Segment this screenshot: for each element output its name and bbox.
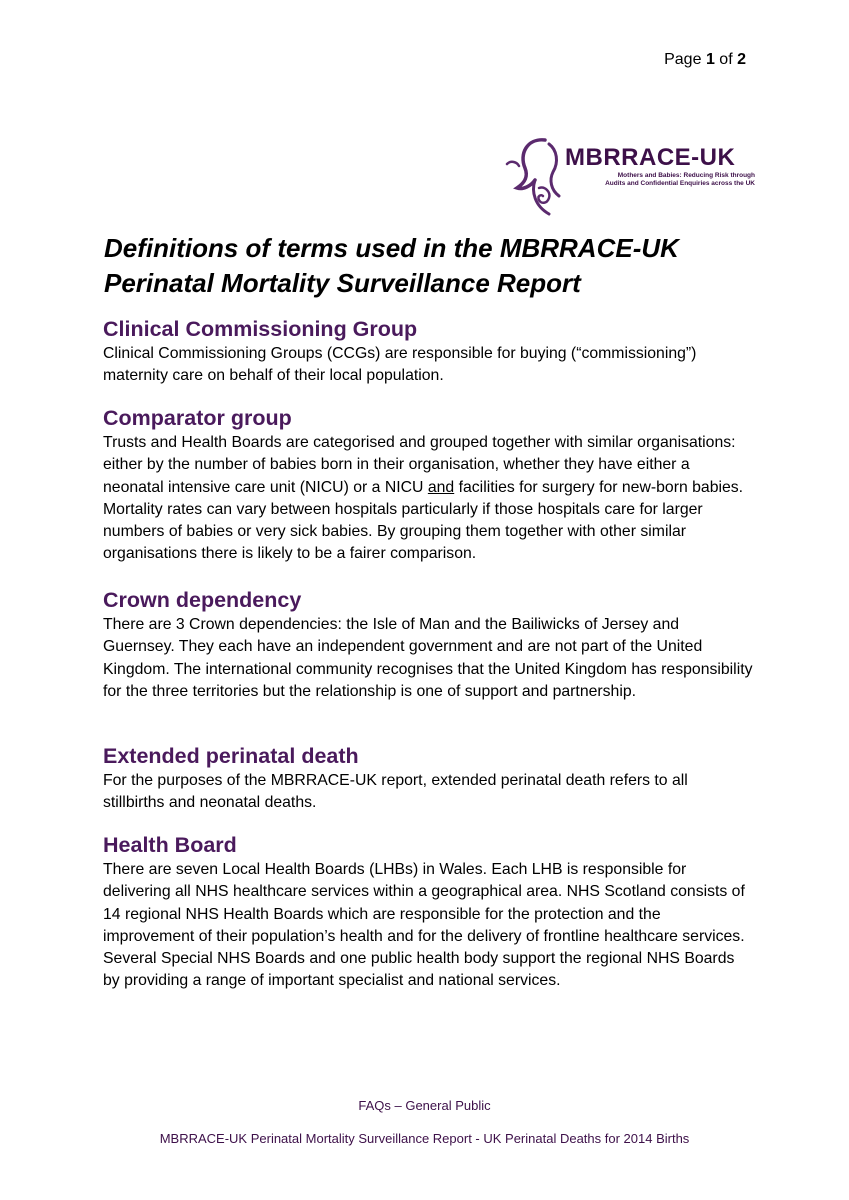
logo-tagline: Mothers and Babies: Reducing Risk through Audits and Confidential Enquiries across the UK (605, 172, 755, 187)
section-health-board (103, 831, 753, 993)
section-body: There are 3 Crown dependencies: the Isle of Man and the Bailiwicks of Jersey and Guernsey. They each have an independent government and are not part of the United Kingdom. The international community recognises that the United Kingdom has responsibility for the three territories but the relationship is one of support and partnership. (103, 616, 753, 700)
document-title: Definitions of terms used in the MBRRACE-UK Perinatal Mortality Surveillance Report (104, 233, 679, 298)
mbrrace-logo (505, 134, 755, 218)
section-comparator-group (103, 404, 753, 566)
section-body: There are seven Local Health Boards (LHBs) in Wales. Each LHB is responsible for delivering all NHS healthcare services within a geographical area. NHS Scotland consists of 14 regional NHS Health Boards which are responsible for the protection and the improvement of their population’s health and for the delivery of frontline healthcare services. Several Special NHS Boards and one public health body support the regional NHS Boards by providing a range of important specialist and national services. (103, 861, 745, 990)
section-heading: Comparator group (103, 406, 292, 430)
footer-report-title: MBRRACE-UK Perinatal Mortality Surveillance Report - UK Perinatal Deaths for 2014 Births (159, 1131, 690, 1146)
section-body: Trusts and Health Boards are categorised and grouped together with similar organisations: either by the number of babies born in their organisation, whether they have either a neonatal intensive care unit (NICU) or a NICU and facilities for surgery for new-born babies. Mortality rates can vary between hospitals particularly if those hospitals care for larger numbers of babies or very sick babies. By grouping them together with other similar organisations there is likely to be a fairer comparison. (103, 434, 744, 563)
section-body: Clinical Commissioning Groups (CCGs) are responsible for buying (“commissioning”) maternity care on behalf of their local population. (103, 345, 697, 385)
section-heading: Health Board (103, 833, 237, 857)
section-body: For the purposes of the MBRRACE-UK report, extended perinatal death refers to all stillbirths and neonatal deaths. (103, 772, 688, 812)
logo-wordmark: MBRRACE-UK (565, 144, 736, 171)
section-clinical-commissioning-group (103, 315, 753, 388)
section-heading: Crown dependency (103, 588, 302, 612)
section-crown-dependency (103, 586, 753, 703)
section-extended-perinatal-death (103, 742, 753, 815)
section-heading: Clinical Commissioning Group (103, 317, 418, 341)
section-heading: Extended perinatal death (103, 744, 359, 768)
footer-category: FAQs – General Public (358, 1098, 491, 1113)
page-number: Page 1 of 2 (664, 51, 746, 68)
